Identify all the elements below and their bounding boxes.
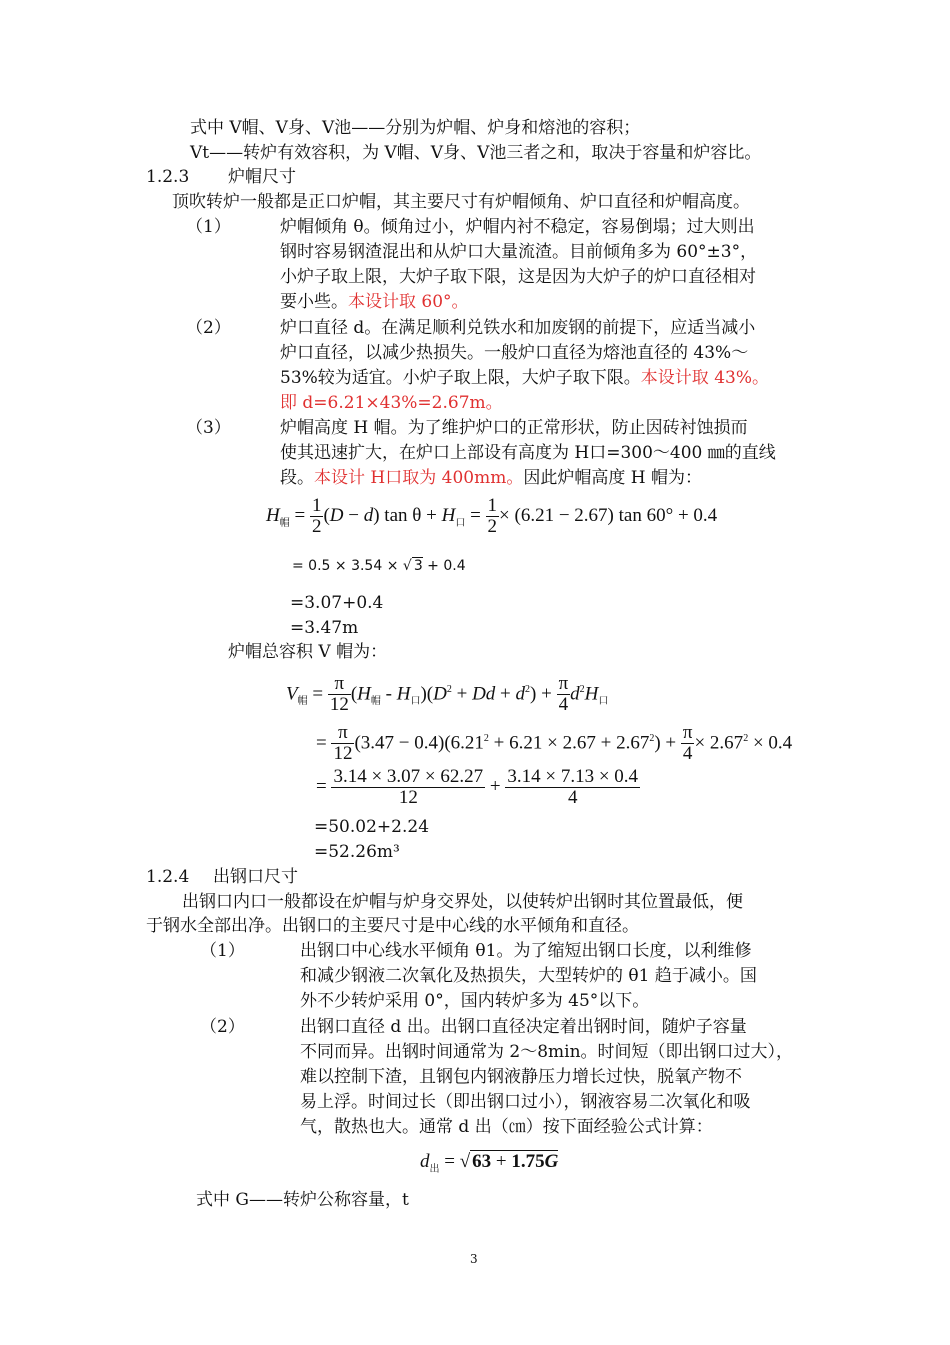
list-item-line: 难以控制下渣，且钢包内钢液静压力增长过快，脱氧产物不 — [300, 1067, 742, 1087]
design-choice-highlight: 本设计 H口取为 400mm。 — [314, 468, 524, 488]
list-item-line: 出钢口直径 d 出。出钢口直径决定着出钢时间，随炉子容量 — [300, 1017, 747, 1037]
list-item-number: （3） — [186, 418, 231, 438]
list-item-line: 炉口直径 d。在满足顺利兑铁水和加废钢的前提下，应适当减小 — [280, 318, 756, 338]
equation-line: = 0.5 × 3.54 × √ 3 + 0.4 — [292, 558, 466, 574]
list-item-line: 易上浮。时间过长（即出钢口过小），钢液容易二次氧化和吸 — [300, 1092, 751, 1112]
design-choice-highlight: 本设计取 43%。 — [640, 368, 769, 388]
list-item-line: 炉帽倾角 θ。倾角过小，炉帽内衬不稳定，容易倒塌；过大则出 — [280, 217, 755, 237]
equation-v-cap: $V_帽$ = $\frac{\pi}{12}$ $(H_帽 - H_口)(D^2 + Dd + d^2)$ + $\frac{\pi}{4}$ $d^2H_口$ — [286, 673, 609, 716]
page-number: 3 — [470, 1252, 478, 1266]
equation-result: =3.47m — [290, 618, 359, 638]
list-item-number: （1） — [186, 217, 231, 237]
line-text: 段。 — [280, 468, 314, 488]
list-item-line: 气，散热也大。通常 d 出（㎝）按下面经验公式计算： — [300, 1117, 713, 1137]
line-text: 因此炉帽高度 H 帽为： — [523, 468, 702, 488]
equation-result: =52.26m³ — [314, 842, 400, 862]
list-item-line: 炉帽高度 H 帽。为了维护炉口的正常形状，防止因砖衬蚀损而 — [280, 418, 748, 438]
equation-line: = $\frac{3.14 \times 3.07 \times 62.27}{12}$ + $\frac{3.14 \times 7.13 \times 0.4}{4}$ — [316, 766, 639, 809]
paragraph-line: 于钢水全部出净。出钢口的主要尺寸是中心线的水平倾角和直径。 — [146, 916, 639, 936]
paragraph-line: 炉帽总容积 V 帽为： — [228, 642, 388, 662]
line-text: 53%较为适宜。小炉子取上限，大炉子取下限。 — [280, 368, 641, 388]
paragraph-line: 顶吹转炉一般都是正口炉帽，其主要尺寸有炉帽倾角、炉口直径和炉帽高度。 — [172, 192, 750, 212]
paragraph-line: 出钢口内口一般都设在炉帽与炉身交界处，以使转炉出钢时其位置最低，便 — [182, 892, 743, 912]
section-heading: 出钢口尺寸 — [213, 867, 298, 887]
equation-line: =50.02+2.24 — [314, 817, 430, 837]
section-number: 1.2.3 — [146, 167, 190, 187]
list-item-line: 钢时容易钢渣混出和从炉口大量流渣。目前倾角多为 60°±3°， — [280, 242, 758, 262]
list-item-line: 和减少钢液二次氧化及热损失，大型转炉的 θ1 趋于减小。国 — [300, 966, 757, 986]
symbol-definition-line: 式中 G——转炉公称容量，t — [196, 1190, 409, 1210]
list-item-line: 小炉子取上限，大炉子取下限，这是因为大炉子的炉口直径相对 — [280, 267, 756, 287]
design-choice-highlight: 即 d=6.21×43%=2.67m。 — [280, 393, 503, 413]
list-item-line: 炉口直径，以减少热损失。一般炉口直径为熔池直径的 43%～ — [280, 343, 749, 363]
symbol-definition-line: 式中 V帽、V身、V池——分别为炉帽、炉身和熔池的容积； — [190, 118, 641, 138]
list-item-line — [280, 291, 469, 313]
line-text: 要小些。 — [280, 292, 348, 312]
equation-line: =3.07+0.4 — [290, 593, 384, 613]
section-number: 1.2.4 — [146, 867, 190, 887]
design-choice-highlight: 本设计取 60°。 — [348, 292, 469, 312]
list-item-number: （2） — [200, 1017, 245, 1037]
list-item-number: （2） — [186, 318, 231, 338]
equation-tap-hole-diameter: $d_出$ = √ 63 + 1.75G — [420, 1151, 559, 1175]
list-item-line: 出钢口中心线水平倾角 θ1。为了缩短出钢口长度，以利维修 — [300, 941, 752, 961]
equation-h-cap: $H_帽$ = $\frac{1}{2}$ (D − d) $\tan \theta + H_口$ = $\frac{1}{2}$ × (6.21 − 2.67) tan 60° + 0.4 — [266, 495, 718, 538]
section-heading: 炉帽尺寸 — [228, 167, 296, 187]
list-item-line: 外不少转炉采用 0°，国内转炉多为 45°以下。 — [300, 991, 650, 1011]
symbol-definition-line: Vt——转炉有效容积，为 V帽、V身、V池三者之和，取决于容量和炉容比。 — [190, 143, 762, 163]
list-item-line: 使其迅速扩大，在炉口上部设有高度为 H口=300～400 ㎜的直线 — [280, 443, 776, 463]
list-item-line — [280, 467, 702, 489]
list-item-line: 不同而异。出钢时间通常为 2～8min。时间短（即出钢口过大）， — [300, 1042, 794, 1062]
list-item-number: （1） — [200, 941, 245, 961]
equation-line: = $\frac{\pi}{12}$ $(3.47 - 0.4)(6.21^2 + 6.21 \times 2.67 + 2.67^2)$ + $\frac{\pi}{4}$ × $2.67^2 \times 0.4$ — [316, 722, 793, 765]
list-item-line — [280, 367, 769, 389]
